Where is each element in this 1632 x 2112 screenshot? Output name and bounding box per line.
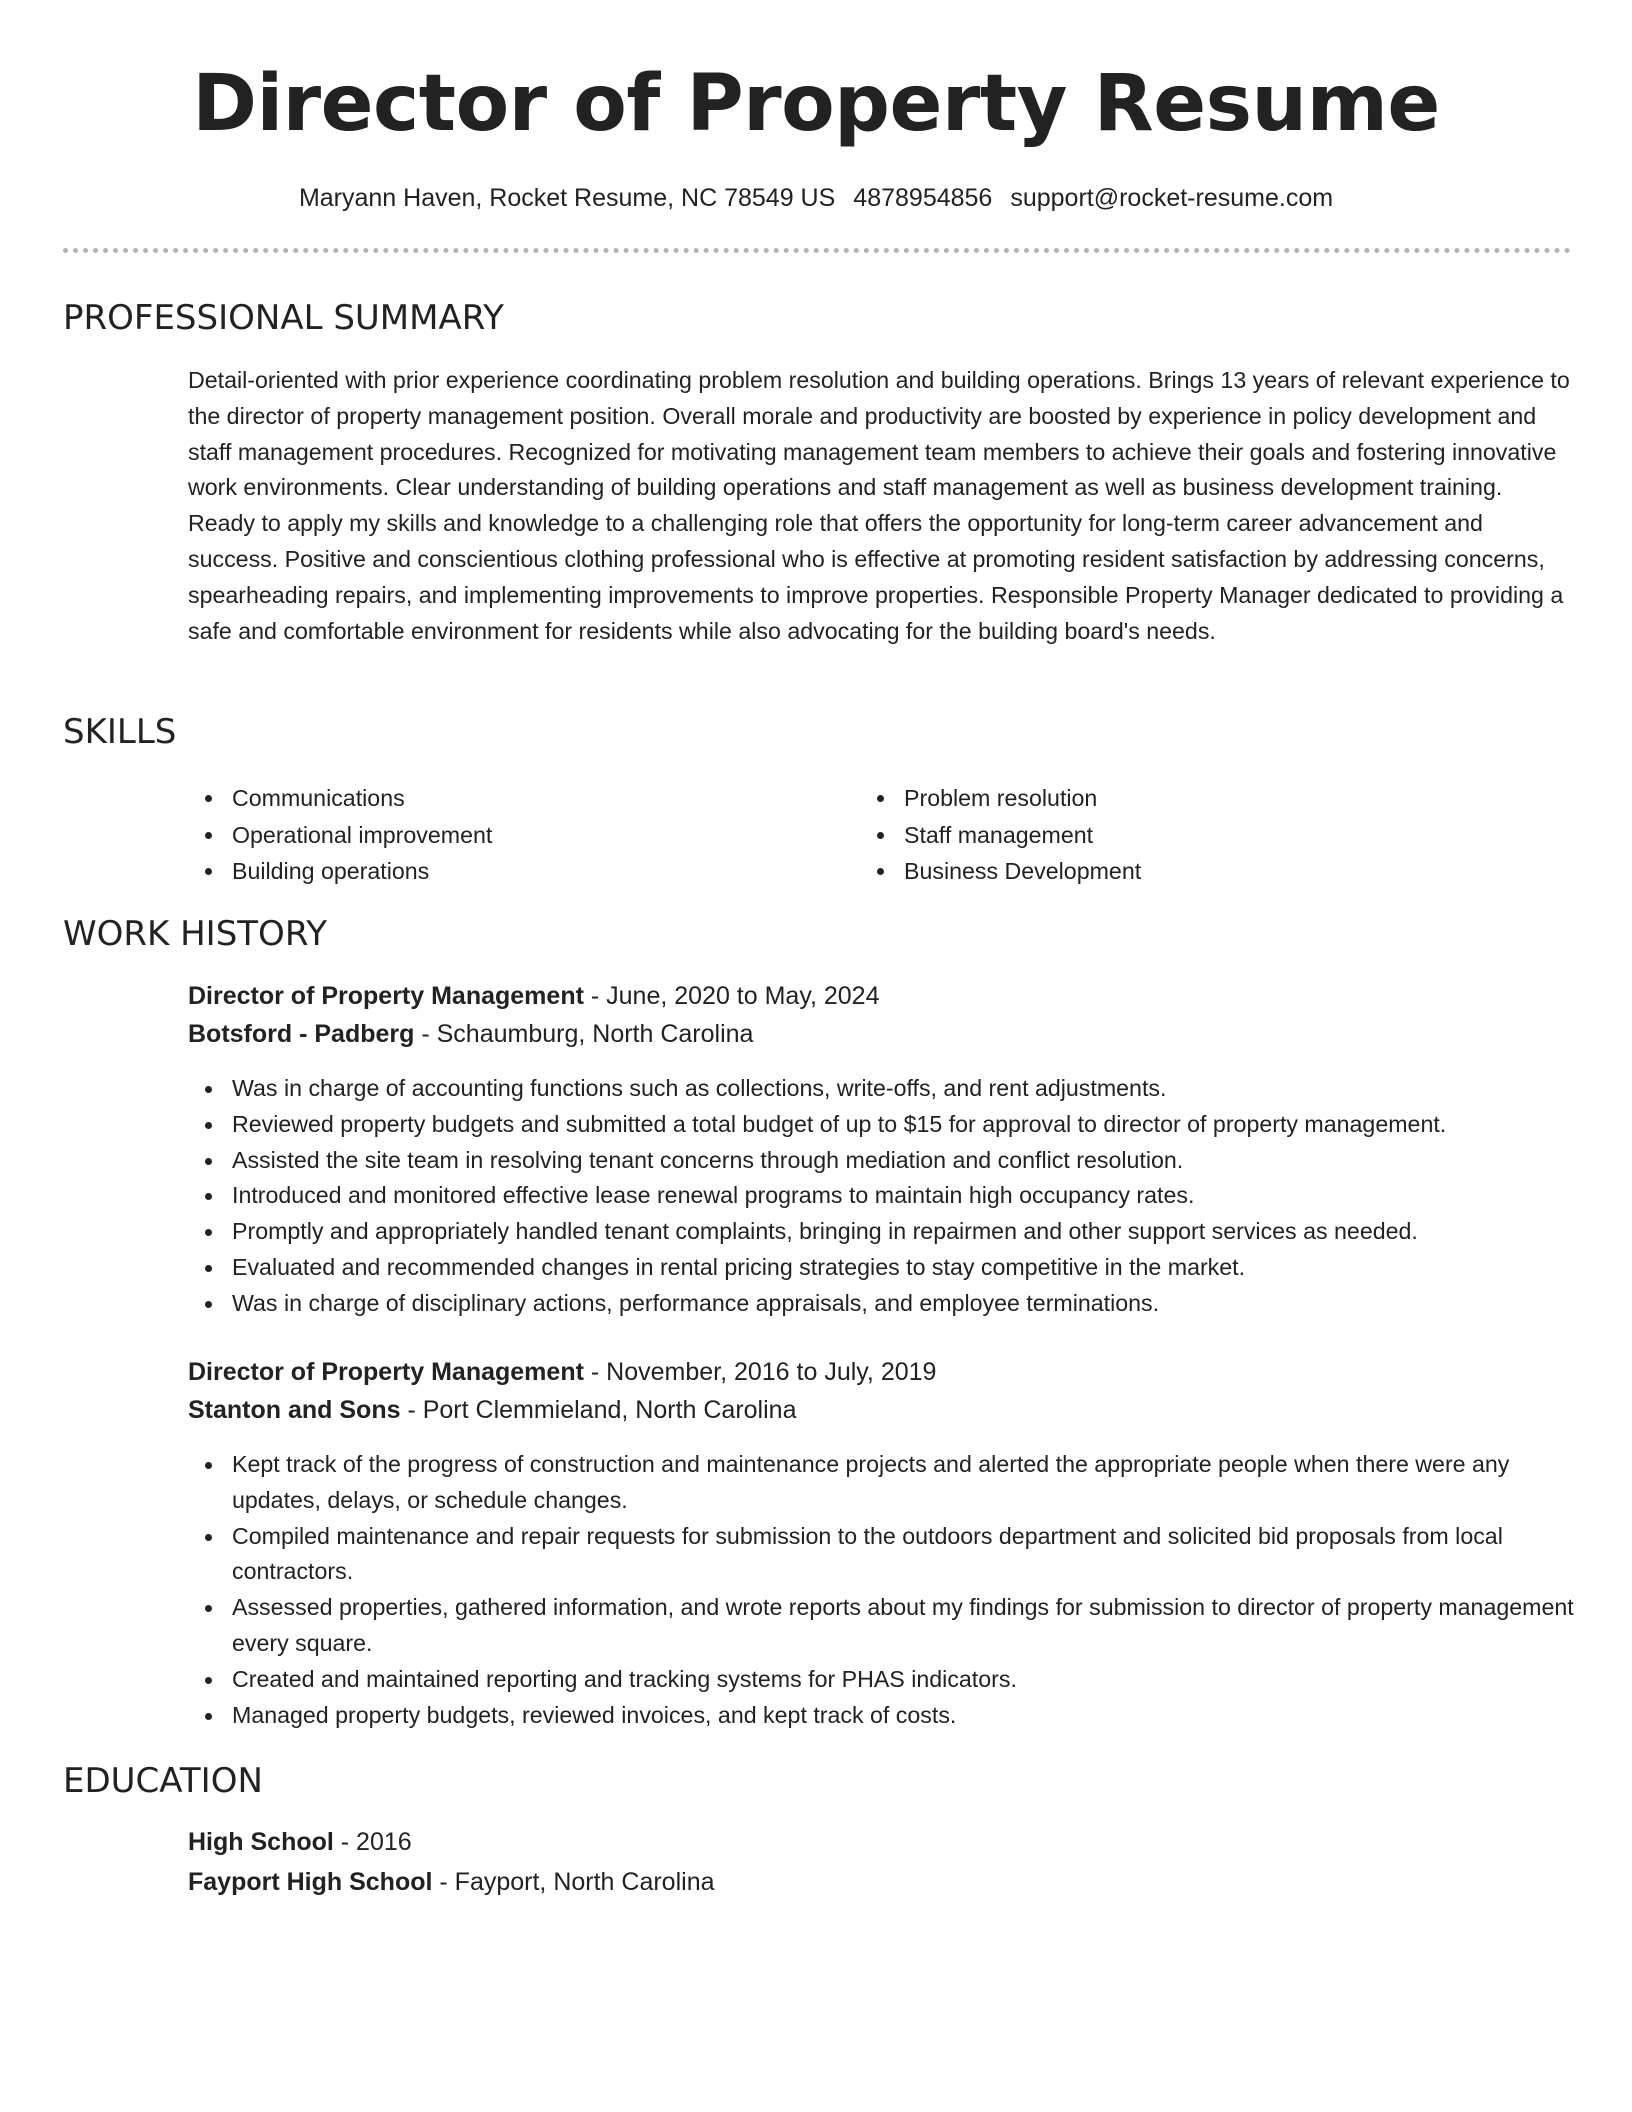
skills-list-right <box>860 780 1560 890</box>
job-bullet: Promptly and appropriately handled tenant complaints, bringing in repairmen and other support services as needed. <box>188 1214 1578 1250</box>
job-bullet: Assessed properties, gathered information, and wrote reports about my findings for submission to director of property management every square. <box>188 1590 1578 1662</box>
job-title-line <box>188 977 879 1015</box>
job-bullet: Assisted the site team in resolving tenant concerns through mediation and conflict resolution. <box>188 1143 1578 1179</box>
education-location: - Fayport, North Carolina <box>432 1868 715 1896</box>
job-dates: - November, 2016 to July, 2019 <box>583 1358 937 1386</box>
skill-item: Communications <box>188 780 828 817</box>
education-school: Fayport High School <box>188 1868 433 1896</box>
job-title-line <box>188 1353 936 1391</box>
job-bullet: Reviewed property budgets and submitted a total budget of up to $15 for approval to director of property management. <box>188 1107 1578 1143</box>
summary-text: Detail-oriented with prior experience coordinating problem resolution and building operations. Brings 13 years of relevant experience to the director of property management position. Overall morale and productivity are boosted by experience in policy development and staff management procedures. Recognized for motivating management team members to achieve their goals and fostering innovative work environments. Clear understanding of building operations and staff management as well as business development training. Ready to apply my skills and knowledge to a challenging role that offers the opportunity for long-term career advancement and success. Positive and conscientious clothing professional who is effective at promoting resident satisfaction by addressing concerns, spearheading repairs, and implementing improvements to improve properties. Responsible Property Manager dedicated to providing a safe and comfortable environment for residents while also advocating for the building board's needs. <box>188 367 1570 644</box>
education-heading: EDUCATION <box>63 1761 263 1801</box>
job-bullet: Kept track of the progress of construction and maintenance projects and alerted the appropriate people when there were any updates, delays, or schedule changes. <box>188 1447 1578 1519</box>
education-school-line <box>188 1863 715 1901</box>
education-degree-line <box>188 1823 412 1861</box>
skill-item: Business Development <box>860 853 1560 890</box>
contact-line <box>0 180 1632 216</box>
job-bullet: Evaluated and recommended changes in rental pricing strategies to stay competitive in the market. <box>188 1250 1578 1286</box>
contact-email: support@rocket-resume.com <box>1010 184 1334 212</box>
education-year: - 2016 <box>333 1828 412 1856</box>
job-bullet: Managed property budgets, reviewed invoices, and kept track of costs. <box>188 1698 1578 1734</box>
skill-item: Operational improvement <box>188 817 828 854</box>
contact-phone: 4878954856 <box>853 184 993 212</box>
job-bullet: Compiled maintenance and repair requests for submission to the outdoors department and solicited bid proposals from local contractors. <box>188 1519 1578 1591</box>
skills-heading: SKILLS <box>63 712 177 752</box>
job-dates: - June, 2020 to May, 2024 <box>583 982 880 1010</box>
resume-title: Director of Property Resume <box>192 59 1440 149</box>
job-bullets <box>188 1447 1578 1733</box>
job-bullet: Was in charge of accounting functions such as collections, write-offs, and rent adjustments. <box>188 1071 1578 1107</box>
job-bullets <box>188 1071 1578 1322</box>
job-company-line <box>188 1391 796 1429</box>
contact-address: Maryann Haven, Rocket Resume, NC 78549 US <box>298 184 836 212</box>
job-bullet: Created and maintained reporting and tracking systems for PHAS indicators. <box>188 1662 1578 1698</box>
work-heading: WORK HISTORY <box>63 914 328 954</box>
skills-list-left <box>188 780 828 890</box>
job-location: - Schaumburg, North Carolina <box>414 1020 754 1048</box>
summary-heading: PROFESSIONAL SUMMARY <box>63 298 504 338</box>
job-bullet: Introduced and monitored effective lease renewal programs to maintain high occupancy rates. <box>188 1178 1578 1214</box>
job-company: Stanton and Sons <box>188 1396 401 1424</box>
education-degree: High School <box>188 1828 334 1856</box>
job-title: Director of Property Management <box>188 982 584 1010</box>
job-company: Botsford - Padberg <box>188 1020 415 1048</box>
job-bullet: Was in charge of disciplinary actions, performance appraisals, and employee terminations. <box>188 1286 1578 1322</box>
job-company-line <box>188 1015 753 1053</box>
skill-item: Problem resolution <box>860 780 1560 817</box>
header-divider <box>63 248 1571 253</box>
skill-item: Building operations <box>188 853 828 890</box>
skill-item: Staff management <box>860 817 1560 854</box>
job-location: - Port Clemmieland, North Carolina <box>400 1396 797 1424</box>
job-title: Director of Property Management <box>188 1358 584 1386</box>
